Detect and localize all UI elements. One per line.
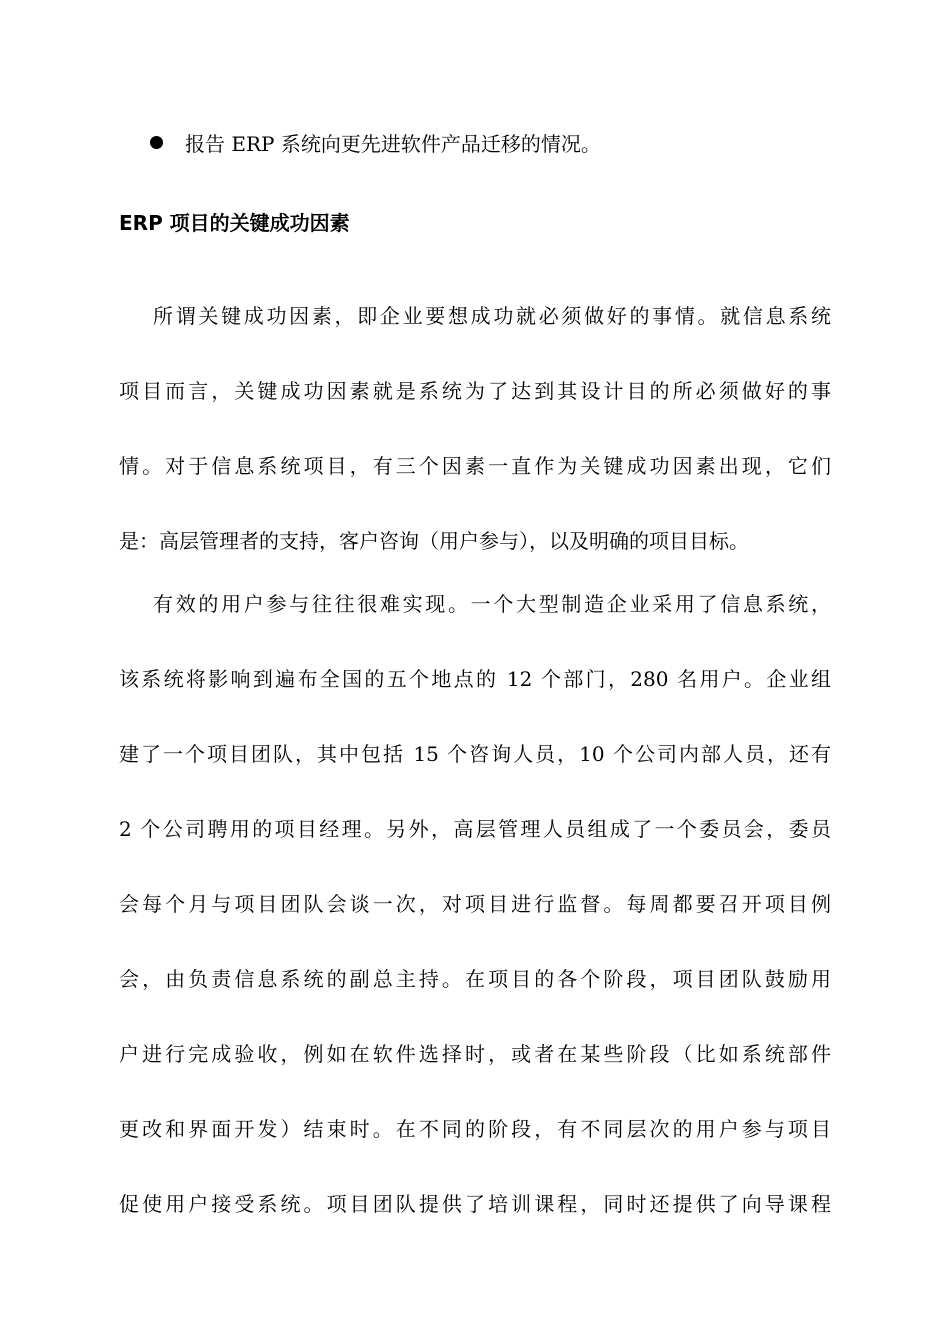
paragraph-line: 会，由负责信息系统的副总主持。在项目的各个阶段，项目团队鼓励用 bbox=[119, 967, 831, 991]
paragraph-line: 会每个月与项目团队会谈一次，对项目进行监督。每周都要召开项目例 bbox=[119, 892, 831, 916]
paragraph-line: 更改和界面开发）结束时。在不同的阶段，有不同层次的用户参与项目 bbox=[119, 1117, 831, 1141]
paragraph-2 bbox=[119, 586, 831, 1261]
bullet-list-item bbox=[150, 124, 850, 160]
bullet-text: 报告 ERP 系统向更先进软件产品迁移的情况。 bbox=[185, 131, 601, 156]
paragraph-line: 所谓关键成功因素，即企业要想成功就必须做好的事情。就信息系统 bbox=[153, 304, 831, 328]
paragraph-line: 项目而言，关键成功因素就是系统为了达到其设计目的所必须做好的事 bbox=[119, 379, 831, 403]
paragraph-line: 情。对于信息系统项目，有三个因素一直作为关键成功因素出现，它们 bbox=[119, 454, 831, 478]
paragraph-1 bbox=[119, 298, 831, 598]
bullet-dot-icon bbox=[150, 136, 163, 149]
paragraph-line: 是：高层管理者的支持，客户咨询（用户参与），以及明确的项目目标。 bbox=[119, 529, 749, 553]
paragraph-line: 有效的用户参与往往很难实现。一个大型制造企业采用了信息系统， bbox=[153, 592, 831, 616]
section-heading: ERP 项目的关键成功因素 bbox=[119, 211, 350, 235]
paragraph-line: 建了一个项目团队，其中包括 15 个咨询人员，10 个公司内部人员，还有 bbox=[119, 742, 831, 766]
paragraph-line: 2 个公司聘用的项目经理。另外，高层管理人员组成了一个委员会，委员 bbox=[119, 817, 831, 841]
paragraph-line: 该系统将影响到遍布全国的五个地点的 12 个部门，280 名用户。企业组 bbox=[119, 667, 831, 691]
paragraph-line: 促使用户接受系统。项目团队提供了培训课程，同时还提供了向导课程 bbox=[119, 1192, 831, 1216]
paragraph-line: 户进行完成验收，例如在软件选择时，或者在某些阶段（比如系统部件 bbox=[119, 1042, 831, 1066]
